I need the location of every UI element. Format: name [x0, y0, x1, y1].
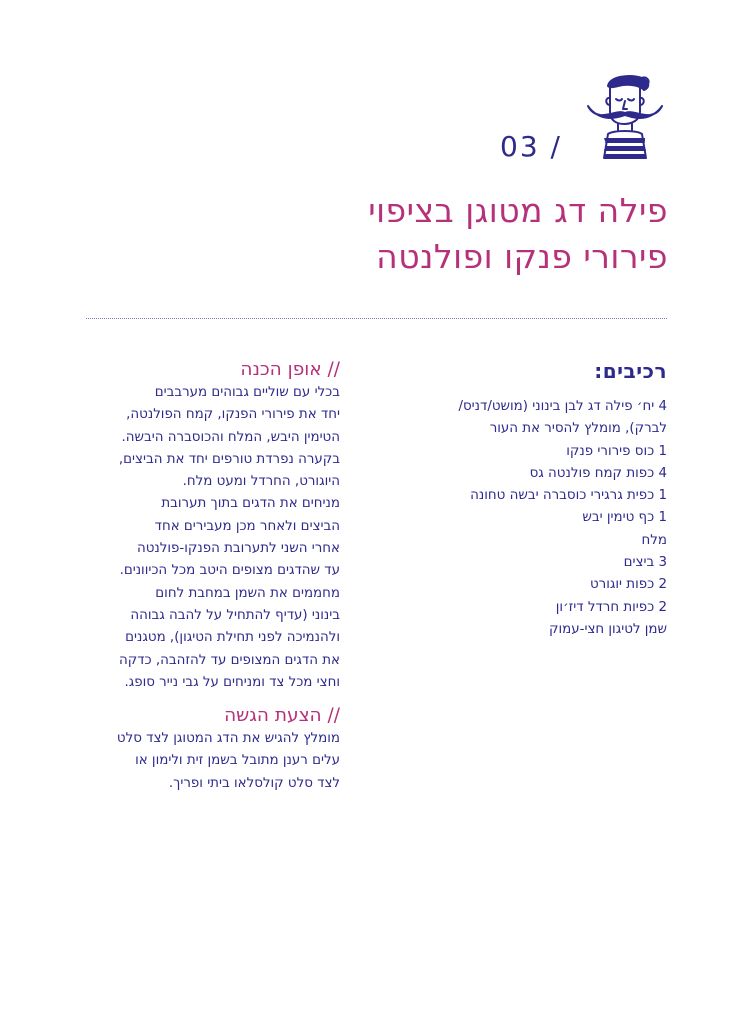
method-line: וחצי מכל צד ומניחים על גבי נייר סופג.	[124, 674, 340, 690]
ingredients-heading: רכיבים:	[594, 359, 667, 383]
ingredient-item: 2 כפיות חרדל דיז׳ון	[555, 599, 667, 615]
method-line: מניחים את הדגים בתוך תערובת	[161, 496, 340, 512]
serving-line: לצד סלט קולסלאו ביתי ופריך.	[168, 775, 340, 791]
method-line: בינוני (עדיף להתחיל על להבה גבוהה	[130, 607, 340, 623]
ingredient-item: 1 כפית גרגירי כוסברה יבשה טחונה	[470, 488, 667, 504]
ingredient-item: 4 יח׳ פילה דג לבן בינוני (מושט/דניס/	[458, 399, 667, 414]
method-line: הביצים ולאחר מכן מעבירים אחד	[154, 518, 340, 534]
method-line: הטימין היבש, המלח והכוסברה היבשה.	[121, 429, 340, 445]
recipe-title-line-2: פירורי פנקו ופולנטה	[376, 237, 668, 276]
ingredient-item: 1 כוס פירורי פנקו	[566, 443, 667, 459]
ingredient-item: מלח	[641, 532, 667, 548]
ingredient-item: 3 ביצים	[623, 555, 667, 571]
method-line: יחד את פירורי הפנקו, קמח הפולנטה,	[126, 407, 340, 423]
mustached-chef-logo	[584, 72, 670, 164]
ingredients-section	[380, 358, 667, 641]
method-line: אחרי השני לתערובת הפנקו-פולנטה	[136, 541, 340, 557]
method-section	[78, 358, 340, 795]
ingredients-list	[380, 396, 667, 641]
ingredient-item: שמן לטיגון חצי-עמוק	[549, 621, 667, 637]
serving-heading: // הצעת הגשה	[224, 705, 340, 727]
ingredient-item: 4 כפות קמח פולנטה גס	[529, 465, 667, 481]
method-line: את הדגים המצופים עד להזהבה, כדקה	[119, 652, 340, 668]
method-line: מחממים את השמן במחבת לחום	[155, 585, 340, 601]
recipe-title	[180, 188, 668, 280]
method-line: בקערה נפרדת טורפים יחד את הביצים,	[118, 451, 340, 467]
serving-text	[78, 728, 340, 795]
method-heading: // אופן הכנה	[240, 359, 340, 380]
method-text	[78, 382, 340, 694]
method-line: ולהנמיכה לפני תחילת הטיגון), מטגנים	[125, 630, 340, 646]
method-line: היוגורט, החרדל ומעט מלח.	[182, 474, 340, 490]
serving-line: מומלץ להגיש את הדג המטוגן לצד סלט	[116, 731, 340, 747]
ingredient-item: 1 כף טימין יבש	[582, 510, 667, 526]
ingredient-item: לברק), מומלץ להסיר את העור	[489, 421, 667, 437]
chapter-number: 03 /	[500, 130, 562, 163]
serving-line: עלים רענן מתובל בשמן זית ולימון או	[135, 753, 340, 769]
method-line: בכלי עם שוליים גבוהים מערבבים	[154, 385, 340, 400]
method-line: עד שהדגים מצופים היטב מכל הכיוונים.	[119, 563, 340, 579]
dotted-divider	[86, 318, 667, 319]
ingredient-item: 2 כפות יוגורט	[590, 577, 667, 593]
recipe-title-line-1: פילה דג מטוגן בציפוי	[368, 191, 668, 230]
